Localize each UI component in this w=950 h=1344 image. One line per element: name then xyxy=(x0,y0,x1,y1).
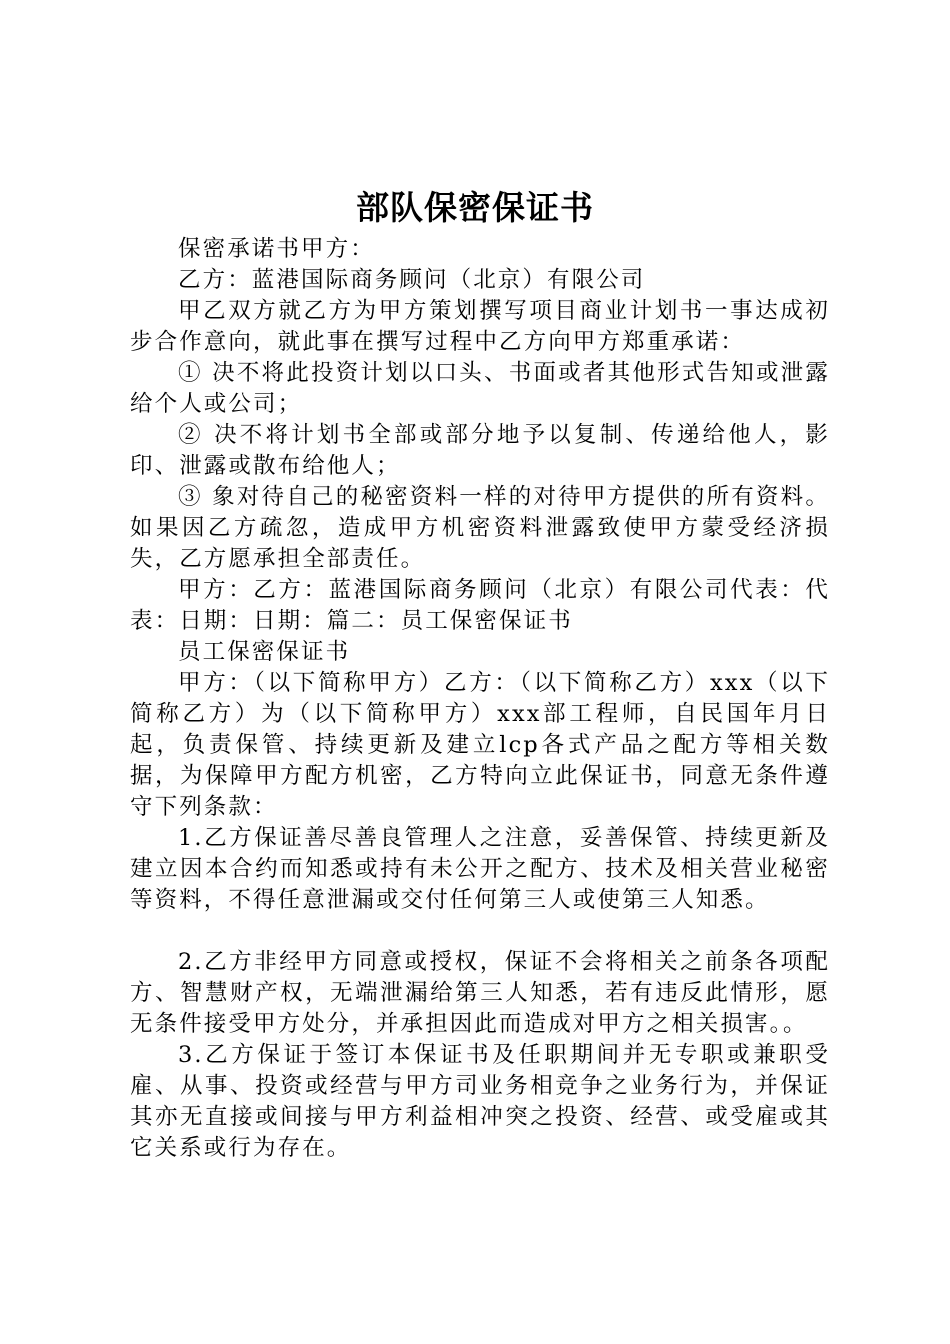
paragraph: 2.乙方非经甲方同意或授权，保证不会将相关之前条各项配方、智慧财产权，无端泄漏给第三人知悉，若有违反此情形，愿无条件接受甲方处分，并承担因此而造成对甲方之相关损害。。 xyxy=(130,949,830,1037)
paragraph: 保密承诺书甲方： xyxy=(178,236,375,262)
document-title: 部队保密保证书 xyxy=(356,188,594,227)
paragraph: ② 决不将计划书全部或部分地予以复制、传递给他人，影印、泄露或散布给他人； xyxy=(130,422,830,479)
paragraph: 甲方：（以下简称甲方）乙方：（以下简称乙方）xxx（以下简称乙方）为（以下简称甲方）xxx部工程师，自民国年月日起，负责保管、持续更新及建立lcp各式产品之配方等相关数据，为保障甲方配方机密，乙方特向立此保证书，同意无条件遵守下列条款： xyxy=(130,670,830,820)
paragraph: 甲方：乙方：蓝港国际商务顾问（北京）有限公司代表：代表：日期：日期：篇二：员工保密保证书 xyxy=(130,577,830,634)
paragraph: ① 决不将此投资计划以口头、书面或者其他形式告知或泄露给个人或公司； xyxy=(130,360,830,417)
paragraph: 员工保密保证书 xyxy=(178,639,351,665)
paragraph: 乙方：蓝港国际商务顾问（北京）有限公司 xyxy=(178,267,646,293)
paragraph: 3.乙方保证于签订本保证书及任职期间并无专职或兼职受雇、从事、投资或经营与甲方司业务相竞争之业务行为，并保证其亦无直接或间接与甲方利益相冲突之投资、经营、或受雇或其它关系或行为存在。 xyxy=(130,1042,830,1161)
paragraph: 甲乙双方就乙方为甲方策划撰写项目商业计划书一事达成初步合作意向，就此事在撰写过程中乙方向甲方郑重承诺： xyxy=(130,298,830,355)
document-body xyxy=(130,234,830,1164)
paragraph: ③ 象对待自己的秘密资料一样的对待甲方提供的所有资料。如果因乙方疏忽，造成甲方机密资料泄露致使甲方蒙受经济损失，乙方愿承担全部责任。 xyxy=(130,484,830,572)
paragraph: 1.乙方保证善尽善良管理人之注意，妥善保管、持续更新及建立因本合约而知悉或持有未公开之配方、技术及相关营业秘密等资料，不得任意泄漏或交付任何第三人或使第三人知悉。 xyxy=(130,825,830,913)
